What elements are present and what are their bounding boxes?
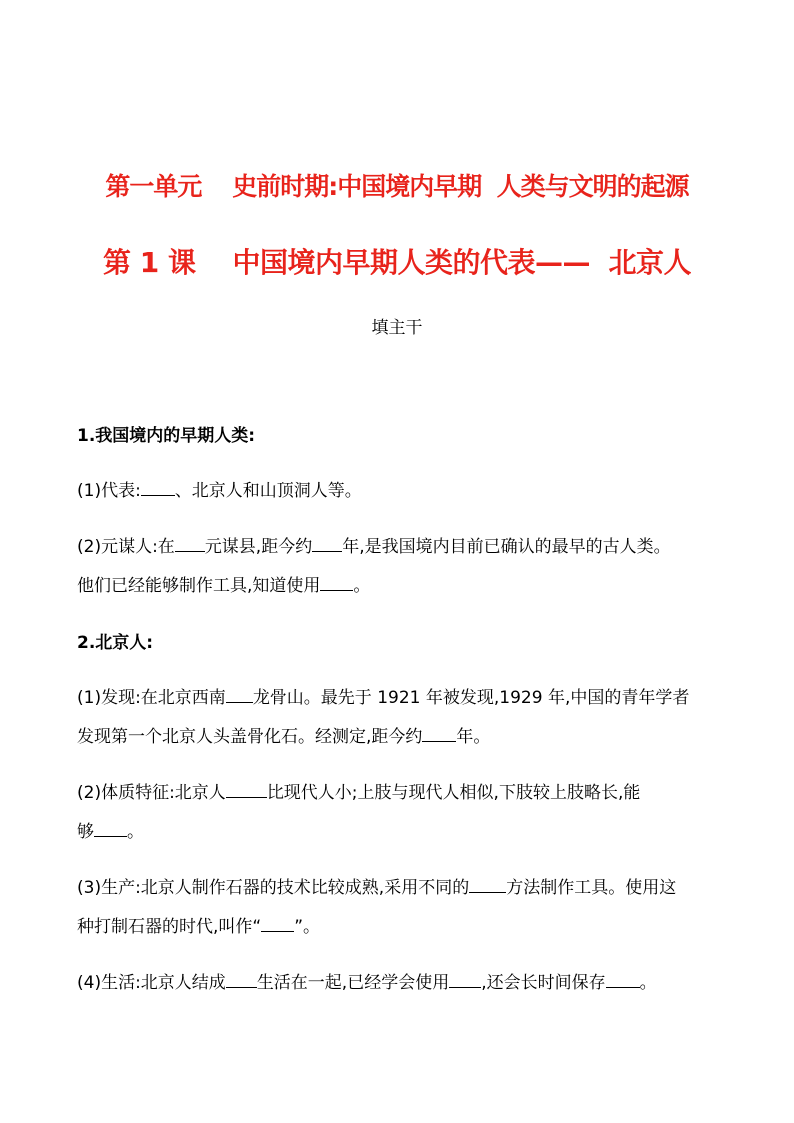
section2-item1	[77, 686, 689, 710]
blank[interactable]	[449, 971, 481, 988]
section2-heading: 2.北京人:	[77, 633, 154, 653]
blank[interactable]	[312, 535, 342, 552]
section1-item2-cont	[77, 574, 370, 598]
blank[interactable]	[226, 686, 253, 703]
text: 年,是我国境内目前已确认的最早的古人类。	[342, 537, 671, 557]
section2-item4	[77, 971, 657, 995]
text: (2)元谋人:在	[77, 537, 175, 557]
text: 发现第一个北京人头盖骨化石。经测定,距今约	[77, 727, 423, 747]
blank[interactable]	[422, 725, 456, 742]
section1-heading: 1.我国境内的早期人类:	[77, 426, 256, 446]
blank[interactable]	[469, 876, 506, 893]
text: 。	[127, 822, 144, 842]
text: 龙骨山。最先于 1921 年被发现,1929 年,中国的青年学者	[252, 688, 690, 708]
text: 、北京人和山顶洞人等。	[174, 481, 362, 501]
section2-item2-cont	[77, 820, 144, 844]
blank[interactable]	[606, 971, 640, 988]
blank[interactable]	[261, 915, 294, 932]
text: ,还会长时间保存	[481, 973, 606, 993]
section-subtitle: 填主干	[371, 318, 423, 338]
text: 年。	[456, 727, 491, 747]
blank[interactable]	[226, 781, 267, 798]
text: (1)发现:在北京西南	[77, 688, 226, 708]
text: 够	[77, 822, 94, 842]
text: 元谋县,距今约	[204, 537, 313, 557]
section2-item1-cont	[77, 725, 490, 749]
blank[interactable]	[141, 479, 175, 496]
text: (3)生产:北京人制作石器的技术比较成熟,采用不同的	[77, 878, 470, 898]
text: (4)生活:北京人结成	[77, 973, 226, 993]
text: 方法制作工具。使用这	[506, 878, 677, 898]
text: 。	[353, 576, 371, 596]
text: ”。	[294, 917, 321, 937]
text: 种打制石器的时代,叫作“	[77, 917, 262, 937]
section1-item1	[77, 479, 362, 503]
section2-item2	[77, 781, 640, 805]
lesson-title: 第 1 课 中国境内早期人类的代表—— 北京人	[103, 246, 691, 279]
section2-item3	[77, 876, 676, 900]
text: 生活在一起,已经学会使用	[256, 973, 450, 993]
unit-title: 第一单元 史前时期:中国境内早期 人类与文明的起源	[105, 172, 689, 201]
text: (1)代表:	[77, 481, 141, 501]
blank[interactable]	[94, 820, 127, 837]
section1-item2	[77, 535, 671, 559]
text: 他们已经能够制作工具,知道使用	[77, 576, 321, 596]
text: 比现代人小;上肢与现代人相似,下肢较上肢略长,能	[266, 783, 641, 803]
text: (2)体质特征:北京人	[77, 783, 226, 803]
text: 。	[639, 973, 657, 993]
blank[interactable]	[226, 971, 257, 988]
blank[interactable]	[320, 574, 353, 591]
section2-item3-cont	[77, 915, 320, 939]
blank[interactable]	[175, 535, 205, 552]
